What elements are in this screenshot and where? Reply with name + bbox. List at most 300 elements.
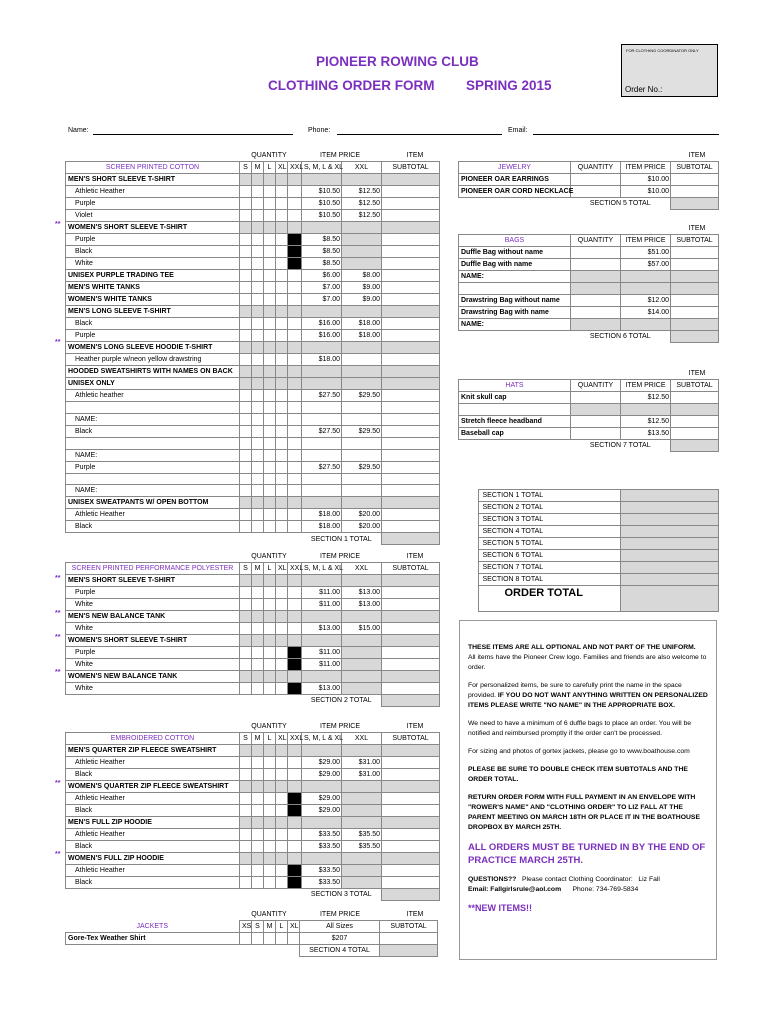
qty-cell[interactable] (252, 659, 264, 671)
subtotal-cell[interactable] (382, 865, 440, 877)
qty-cell[interactable] (276, 186, 288, 198)
subtotal-cell[interactable] (382, 647, 440, 659)
subtotal-cell[interactable] (382, 402, 440, 414)
qty-cell[interactable] (252, 805, 264, 817)
subtotal-cell[interactable] (671, 294, 719, 306)
qty-cell[interactable] (276, 437, 288, 449)
qty-cell[interactable] (252, 757, 264, 769)
subtotal-cell[interactable] (382, 841, 440, 853)
section-total-cell[interactable] (382, 889, 440, 901)
itemprice-label: ITEM PRICE (319, 152, 361, 159)
subtotal-cell[interactable] (382, 449, 440, 461)
qty-cell[interactable] (288, 413, 302, 425)
qty-cell[interactable] (288, 805, 302, 817)
qty-cell[interactable] (288, 473, 302, 485)
qty-cell[interactable] (276, 449, 288, 461)
item-row (66, 587, 440, 599)
qty-cell[interactable] (240, 865, 252, 877)
qty-cell[interactable] (571, 186, 621, 198)
qty-cell[interactable] (288, 793, 302, 805)
qty-cell[interactable] (571, 259, 621, 271)
qty-cell[interactable] (240, 647, 252, 659)
qty-cell[interactable] (252, 282, 264, 294)
qty-cell[interactable] (288, 390, 302, 402)
qty-cell[interactable] (288, 186, 302, 198)
qty-cell[interactable] (288, 587, 302, 599)
price-sml: $6.00 (302, 270, 342, 282)
qty-cell[interactable] (252, 829, 264, 841)
qty-cell[interactable] (288, 757, 302, 769)
qty-cell[interactable] (288, 402, 302, 414)
qty-cell[interactable] (264, 390, 276, 402)
subtotal-cell[interactable] (382, 390, 440, 402)
qty-cell[interactable] (276, 461, 288, 473)
qty-cell[interactable] (276, 683, 288, 695)
section-total-cell[interactable] (671, 330, 719, 342)
qty-cell[interactable] (288, 234, 302, 246)
subtotal-cell[interactable] (671, 247, 719, 259)
qty-cell[interactable] (276, 390, 288, 402)
qty-cell[interactable] (288, 425, 302, 437)
qty-cell[interactable] (276, 282, 288, 294)
qty-cell[interactable] (264, 769, 276, 781)
subtotal-cell[interactable] (671, 392, 719, 404)
qty-cell[interactable] (276, 473, 288, 485)
qty-cell[interactable] (571, 294, 621, 306)
summary-cell[interactable] (620, 562, 718, 574)
qty-cell[interactable] (264, 246, 276, 258)
subtotal-cell[interactable] (382, 186, 440, 198)
section-total-cell[interactable] (671, 198, 719, 210)
qty-cell[interactable] (571, 415, 621, 427)
qty-cell[interactable] (276, 294, 288, 306)
qty-cell (240, 366, 252, 378)
qty-cell[interactable] (288, 865, 302, 877)
section-total-cell[interactable] (382, 695, 440, 707)
qty-cell (288, 366, 302, 378)
qty-cell[interactable] (276, 318, 288, 330)
qty-cell[interactable] (252, 425, 264, 437)
qty-cell[interactable] (276, 234, 288, 246)
subtotal-cell[interactable] (382, 330, 440, 342)
subtotal-cell[interactable] (382, 769, 440, 781)
item-row (66, 817, 440, 829)
qty-cell[interactable] (264, 933, 276, 945)
subtotal-cell[interactable] (382, 587, 440, 599)
qty-cell[interactable] (264, 599, 276, 611)
qty-cell[interactable] (240, 769, 252, 781)
size-xl: XL (276, 162, 288, 174)
item-label: NAME: (459, 318, 571, 330)
item-label: WOMEN'S WHITE TANKS (66, 294, 240, 306)
subtotal-cell[interactable] (382, 354, 440, 366)
qty-cell[interactable] (276, 841, 288, 853)
subtotal-cell[interactable] (382, 437, 440, 449)
qty-cell[interactable] (264, 647, 276, 659)
qty-cell[interactable] (252, 485, 264, 497)
qty-cell[interactable] (288, 449, 302, 461)
qty-cell[interactable] (288, 623, 302, 635)
qty-cell[interactable] (252, 402, 264, 414)
qty-cell[interactable] (264, 198, 276, 210)
qty-cell[interactable] (264, 587, 276, 599)
qty-cell[interactable] (288, 270, 302, 282)
qty-cell[interactable] (288, 521, 302, 533)
subtotal-cell[interactable] (382, 509, 440, 521)
qty-cell[interactable] (240, 390, 252, 402)
qty-cell[interactable] (264, 437, 276, 449)
item-row (459, 259, 719, 271)
qty-cell[interactable] (264, 210, 276, 222)
qty-cell[interactable] (276, 485, 288, 497)
qty-cell[interactable] (264, 258, 276, 270)
size-xl: XL (276, 563, 288, 575)
subtotal-cell[interactable] (671, 174, 719, 186)
qty-cell[interactable] (288, 246, 302, 258)
qty-cell[interactable] (276, 258, 288, 270)
qty-cell[interactable] (288, 509, 302, 521)
item-price: $12.50 (621, 392, 671, 404)
qty-cell[interactable] (240, 402, 252, 414)
qty-cell[interactable] (240, 841, 252, 853)
qty-cell[interactable] (252, 198, 264, 210)
qty-cell[interactable] (252, 509, 264, 521)
qty-cell[interactable] (264, 270, 276, 282)
qty-cell[interactable] (252, 318, 264, 330)
qty-cell[interactable] (252, 234, 264, 246)
qty-cell[interactable] (264, 473, 276, 485)
subtotal-cell[interactable] (382, 318, 440, 330)
qty-cell (240, 853, 252, 865)
qty-cell[interactable] (240, 623, 252, 635)
subtotal-cell[interactable] (382, 599, 440, 611)
qty-cell[interactable] (276, 829, 288, 841)
qty-cell[interactable] (288, 282, 302, 294)
qty-cell (264, 817, 276, 829)
qty-cell[interactable] (252, 186, 264, 198)
subtotal-cell[interactable] (382, 829, 440, 841)
qty-cell[interactable] (252, 461, 264, 473)
qty-cell[interactable] (264, 354, 276, 366)
item-label: ITEM (406, 723, 424, 730)
qty-cell (571, 318, 621, 330)
qty-cell[interactable] (252, 449, 264, 461)
qty-cell[interactable] (276, 865, 288, 877)
subtotal-cell[interactable] (382, 659, 440, 671)
item-row (66, 671, 440, 683)
qty-cell[interactable] (240, 354, 252, 366)
qty-cell[interactable] (288, 198, 302, 210)
subtotal-cell[interactable] (382, 805, 440, 817)
summary-cell[interactable] (620, 490, 718, 502)
subtotal-cell[interactable] (382, 485, 440, 497)
subtotal-cell[interactable] (382, 234, 440, 246)
qty-cell[interactable] (240, 234, 252, 246)
section4-total-cell[interactable] (380, 945, 438, 957)
qty-cell[interactable] (240, 509, 252, 521)
qty-cell[interactable] (264, 623, 276, 635)
qty-cell[interactable] (252, 258, 264, 270)
qty-cell[interactable] (252, 390, 264, 402)
qty-cell[interactable] (252, 623, 264, 635)
subtotal-cell[interactable] (382, 877, 440, 889)
qty-cell[interactable] (288, 485, 302, 497)
qty-cell[interactable] (288, 258, 302, 270)
qty-cell[interactable] (252, 294, 264, 306)
subtotal-cell[interactable] (382, 793, 440, 805)
summary-cell[interactable] (620, 574, 718, 586)
qty-cell[interactable] (240, 805, 252, 817)
qty-cell[interactable] (264, 877, 276, 889)
qty-cell[interactable] (240, 294, 252, 306)
qty-cell (276, 174, 288, 186)
qty-cell[interactable] (252, 473, 264, 485)
summary-cell[interactable] (620, 526, 718, 538)
qty-cell[interactable] (240, 210, 252, 222)
qty-cell[interactable] (264, 413, 276, 425)
subtotal-cell[interactable] (382, 623, 440, 635)
qty-cell[interactable] (240, 186, 252, 198)
qty-cell[interactable] (276, 425, 288, 437)
summary-cell[interactable] (620, 550, 718, 562)
subtotal-cell[interactable] (382, 210, 440, 222)
subtotal-cell[interactable] (671, 415, 719, 427)
qty-cell[interactable] (252, 210, 264, 222)
qty-cell[interactable] (276, 509, 288, 521)
qty-cell[interactable] (288, 647, 302, 659)
qty-cell[interactable] (240, 246, 252, 258)
qty-cell[interactable] (264, 683, 276, 695)
qty-cell[interactable] (264, 841, 276, 853)
qty-cell[interactable] (252, 599, 264, 611)
qty-cell (264, 781, 276, 793)
qty-cell[interactable] (288, 318, 302, 330)
subtotal-cell[interactable] (382, 294, 440, 306)
subtotal-cell[interactable] (382, 246, 440, 258)
qty-cell[interactable] (252, 877, 264, 889)
qty-cell[interactable] (240, 473, 252, 485)
qty-cell[interactable] (276, 659, 288, 671)
qty-cell[interactable] (264, 757, 276, 769)
qty-cell[interactable] (252, 330, 264, 342)
qty-cell[interactable] (252, 647, 264, 659)
qty-cell[interactable] (240, 521, 252, 533)
qty-cell[interactable] (264, 425, 276, 437)
subtotal-cell[interactable] (671, 306, 719, 318)
qty-cell[interactable] (264, 449, 276, 461)
qty-cell[interactable] (288, 330, 302, 342)
qty-cell[interactable] (240, 485, 252, 497)
qty-cell[interactable] (240, 793, 252, 805)
qty-cell[interactable] (264, 318, 276, 330)
qty-cell[interactable] (288, 294, 302, 306)
item-price: $13.50 (621, 427, 671, 439)
qty-cell[interactable] (240, 258, 252, 270)
qty-cell[interactable] (276, 933, 288, 945)
price-sml: $7.00 (302, 294, 342, 306)
subtotal-cell[interactable] (380, 933, 438, 945)
qty-cell[interactable] (252, 841, 264, 853)
size-m: M (252, 563, 264, 575)
subtotal-cell[interactable] (671, 259, 719, 271)
qty-cell[interactable] (288, 461, 302, 473)
item-row (66, 485, 440, 497)
qty-cell[interactable] (252, 354, 264, 366)
qty-cell[interactable] (264, 829, 276, 841)
qty-cell[interactable] (240, 413, 252, 425)
qty-cell[interactable] (276, 805, 288, 817)
qty-cell[interactable] (240, 757, 252, 769)
qty-cell[interactable] (240, 449, 252, 461)
qty-cell[interactable] (264, 485, 276, 497)
qty-cell[interactable] (240, 587, 252, 599)
subtotal-cell[interactable] (382, 521, 440, 533)
qty-cell[interactable] (276, 587, 288, 599)
qty-cell[interactable] (240, 330, 252, 342)
qty-cell[interactable] (276, 198, 288, 210)
qty-cell[interactable] (276, 402, 288, 414)
qty-cell[interactable] (264, 805, 276, 817)
qty-cell[interactable] (252, 246, 264, 258)
qty-cell[interactable] (288, 437, 302, 449)
qty-cell[interactable] (276, 599, 288, 611)
subtotal-cell[interactable] (382, 683, 440, 695)
qty-cell[interactable] (252, 865, 264, 877)
price-sml: $13.00 (302, 683, 342, 695)
qty-cell[interactable] (276, 521, 288, 533)
item-row (66, 390, 440, 402)
qty-cell[interactable] (252, 521, 264, 533)
qty-cell[interactable] (276, 623, 288, 635)
subtotal-cell[interactable] (382, 198, 440, 210)
qty-cell[interactable] (240, 877, 252, 889)
qty-cell[interactable] (276, 769, 288, 781)
qty-cell[interactable] (264, 521, 276, 533)
qty-cell[interactable] (288, 769, 302, 781)
subtotal-cell[interactable] (382, 461, 440, 473)
summary-cell[interactable] (620, 538, 718, 550)
qty-cell[interactable] (264, 793, 276, 805)
qty-cell[interactable] (240, 425, 252, 437)
subtotal-cell[interactable] (382, 413, 440, 425)
qty-cell[interactable] (264, 282, 276, 294)
qty-cell[interactable] (252, 769, 264, 781)
subtotal-cell[interactable] (382, 270, 440, 282)
subtotal-cell[interactable] (382, 757, 440, 769)
subtotal-cell[interactable] (382, 258, 440, 270)
qty-cell[interactable] (240, 198, 252, 210)
name-field[interactable] (93, 126, 293, 135)
qty-cell[interactable] (240, 318, 252, 330)
qty-cell[interactable] (288, 599, 302, 611)
summary-cell[interactable] (620, 502, 718, 514)
qty-cell[interactable] (288, 829, 302, 841)
qty-cell[interactable] (276, 270, 288, 282)
qty-cell[interactable] (288, 659, 302, 671)
qty-cell[interactable] (240, 659, 252, 671)
qty-cell[interactable] (276, 246, 288, 258)
qty-cell[interactable] (252, 683, 264, 695)
qty-cell[interactable] (276, 413, 288, 425)
qty-cell[interactable] (240, 282, 252, 294)
qty-cell[interactable] (240, 599, 252, 611)
price-xxl (342, 485, 382, 497)
qty-cell[interactable] (252, 587, 264, 599)
qty-cell[interactable] (240, 270, 252, 282)
qty-cell[interactable] (264, 234, 276, 246)
qty-cell[interactable] (264, 461, 276, 473)
qty-cell[interactable] (276, 354, 288, 366)
qty-cell[interactable] (571, 247, 621, 259)
section4-total-label: SECTION 4 TOTAL (300, 945, 380, 957)
section-total-cell[interactable] (671, 439, 719, 451)
qty-cell[interactable] (276, 210, 288, 222)
qty-cell[interactable] (252, 933, 264, 945)
email-field[interactable] (533, 126, 719, 135)
item-row (66, 294, 440, 306)
qty-cell[interactable] (264, 294, 276, 306)
phone-field[interactable] (337, 126, 502, 135)
qty-cell[interactable] (240, 437, 252, 449)
qty-cell[interactable] (264, 402, 276, 414)
order-total-cell[interactable] (620, 586, 718, 612)
qty-cell[interactable] (240, 461, 252, 473)
qty-cell[interactable] (264, 330, 276, 342)
qty-cell (288, 378, 302, 390)
item-row (66, 378, 440, 390)
qty-cell[interactable] (276, 757, 288, 769)
qty-cell[interactable] (240, 683, 252, 695)
subtotal-cell[interactable] (382, 473, 440, 485)
qty-cell[interactable] (571, 174, 621, 186)
qty-cell[interactable] (288, 683, 302, 695)
subtotal-cell[interactable] (671, 186, 719, 198)
subtotal-cell[interactable] (382, 282, 440, 294)
qty-cell[interactable] (252, 437, 264, 449)
qty-cell[interactable] (276, 793, 288, 805)
qty-cell[interactable] (264, 659, 276, 671)
subtotal-cell[interactable] (671, 427, 719, 439)
qty-cell (276, 745, 288, 757)
qty-cell[interactable] (240, 933, 252, 945)
qty-cell[interactable] (571, 306, 621, 318)
qty-cell[interactable] (276, 647, 288, 659)
section-total-cell[interactable] (382, 533, 440, 545)
qty-cell[interactable] (288, 877, 302, 889)
qty-cell[interactable] (288, 210, 302, 222)
order-number-label: Order No.: (625, 85, 663, 94)
qty-cell[interactable] (276, 877, 288, 889)
qty-cell[interactable] (240, 829, 252, 841)
qty-cell[interactable] (264, 186, 276, 198)
qty-cell[interactable] (252, 270, 264, 282)
qty-cell[interactable] (288, 841, 302, 853)
item-row (66, 659, 440, 671)
subtotal-cell[interactable] (382, 425, 440, 437)
qty-cell[interactable] (276, 330, 288, 342)
qty-cell (252, 306, 264, 318)
qty-cell[interactable] (571, 427, 621, 439)
qty-cell[interactable] (571, 392, 621, 404)
qty-cell[interactable] (288, 933, 300, 945)
qty-cell[interactable] (264, 509, 276, 521)
qty-cell[interactable] (288, 354, 302, 366)
summary-label: SECTION 8 TOTAL (478, 574, 620, 586)
summary-cell[interactable] (620, 514, 718, 526)
qty-cell[interactable] (264, 865, 276, 877)
qty-cell[interactable] (252, 413, 264, 425)
qty-cell[interactable] (252, 793, 264, 805)
